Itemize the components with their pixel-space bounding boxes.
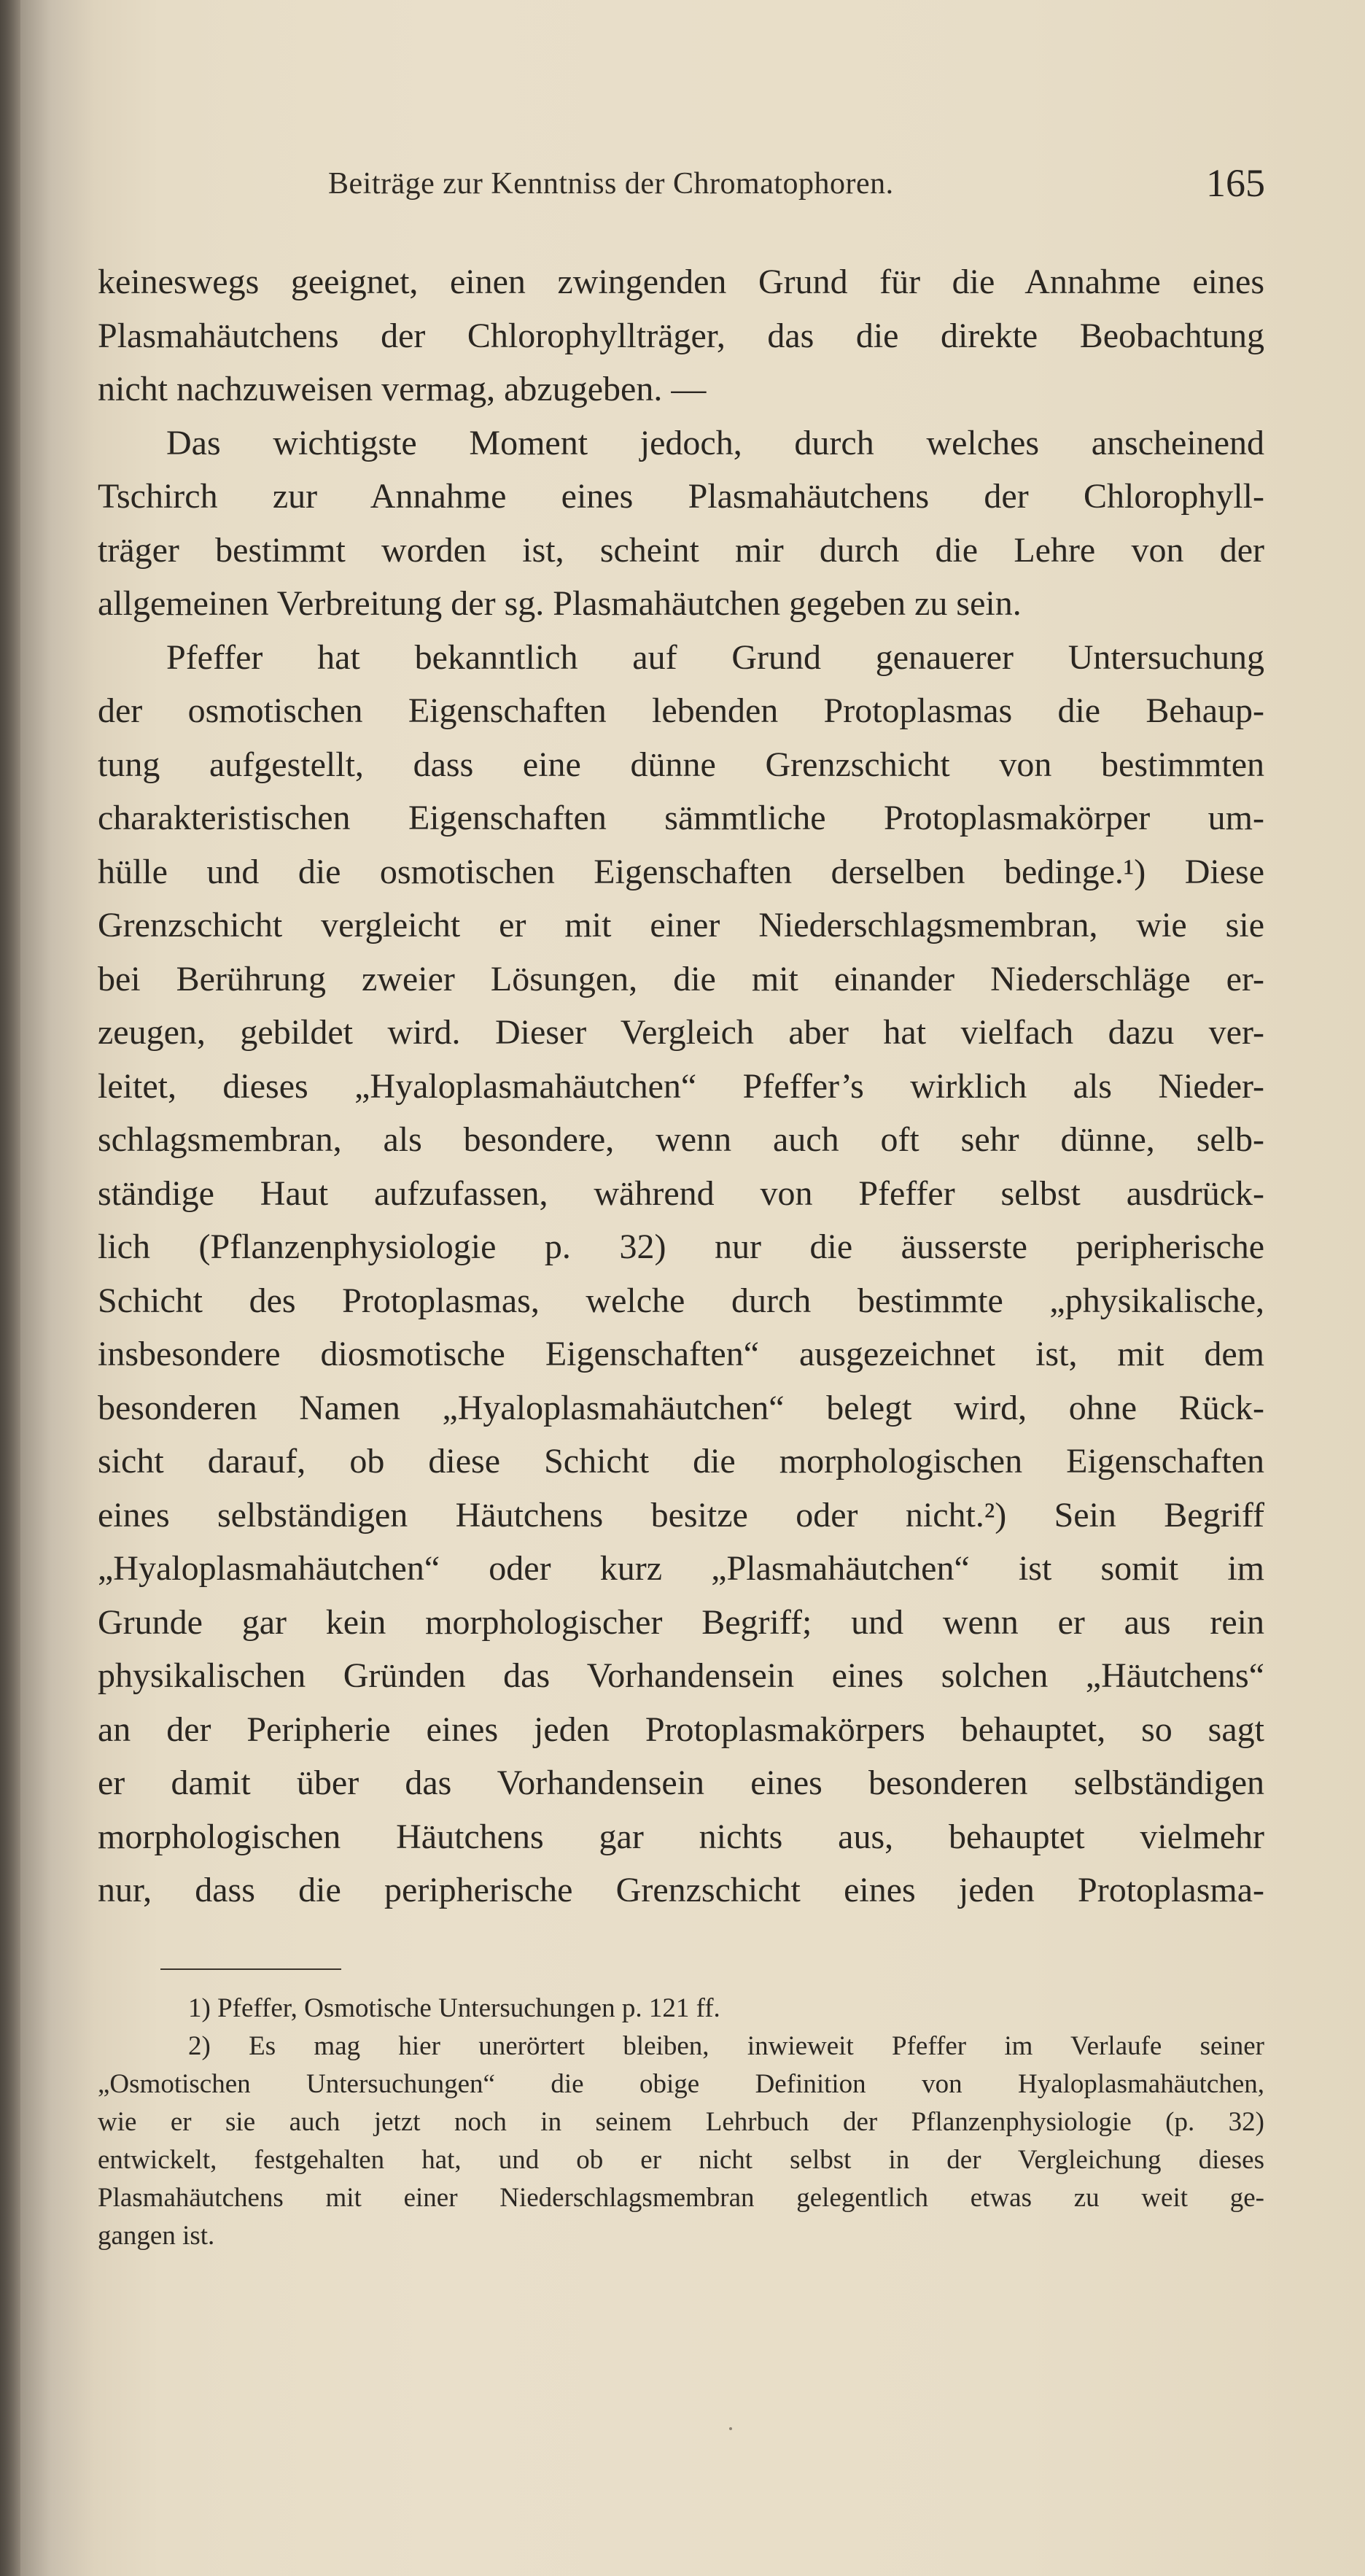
text-line: eines selbständigen Häutchens besitze oder nicht.²) Sein Begriff (98, 1495, 1264, 1535)
text-line: er damit über das Vorhandensein eines besonderen selbständigen (98, 1764, 1264, 1802)
text-line: besonderen Namen „Hyaloplasmahäutchen“ belegt wird, ohne Rück- (98, 1388, 1264, 1427)
text-line: tung aufgestellt, dass eine dünne Grenzschicht von bestimmten (98, 745, 1264, 784)
footnotes (98, 1990, 1264, 2255)
footnote-line: 1) Pfeffer, Osmotische Untersuchungen p. 121 ff. (188, 1993, 720, 2023)
footnote-line: wie er sie auch jetzt noch in seinem Lehrbuch der Pflanzenphysiologie (p. 32) (98, 2107, 1264, 2137)
text-line: sicht darauf, ob diese Schicht die morphologischen Eigenschaften (98, 1442, 1264, 1481)
text-line: physikalischen Gründen das Vorhandensein eines solchen „Häutchens“ (98, 1656, 1264, 1695)
footnote-line: entwickelt, festgehalten hat, und ob er nicht selbst in der Vergleichung dieses (98, 2145, 1264, 2175)
text-line: Tschirch zur Annahme eines Plasmahäutchens der Chlorophyll- (98, 477, 1264, 516)
text-line: nicht nachzuweisen vermag, abzugeben. — (98, 370, 707, 408)
paper-speck (729, 2427, 732, 2430)
text-line: keineswegs geeignet, einen zwingenden Grund für die Annahme eines (98, 263, 1264, 301)
text-line: leitet, dieses „Hyaloplasmahäutchen“ Pfeffer’s wirklich als Nieder- (98, 1066, 1264, 1106)
running-head (328, 161, 1265, 217)
text-line: Plasmahäutchens der Chlorophyllträger, das die direkte Beobachtung (98, 316, 1264, 355)
text-line: insbesondere diosmotische Eigenschaften“ ausgezeichnet ist, mit dem (98, 1335, 1264, 1373)
book-spine-shadow (0, 0, 20, 2576)
footnote-line: Plasmahäutchens mit einer Niederschlagsmembran gelegentlich etwas zu weit ge- (98, 2183, 1264, 2213)
text-line: charakteristischen Eigenschaften sämmtliche Protoplasmakörper um- (98, 799, 1264, 837)
text-line: Das wichtigste Moment jedoch, durch welches anscheinend (166, 423, 1264, 462)
text-line: Grunde gar kein morphologischer Begriff; und wenn er aus rein (98, 1602, 1264, 1642)
running-title: Beiträge zur Kenntniss der Chromatophoren. (328, 167, 894, 201)
text-line: Schicht des Protoplasmas, welche durch bestimmte „physikalische, (98, 1281, 1264, 1320)
text-line: zeugen, gebildet wird. Dieser Vergleich aber hat vielfach dazu ver- (98, 1013, 1264, 1052)
text-line: Pfeffer hat bekanntlich auf Grund genauerer Untersuchung (166, 637, 1264, 677)
page-number: 165 (1206, 161, 1265, 205)
body-text (98, 255, 1264, 1917)
text-line: allgemeinen Verbreitung der sg. Plasmahäutchen gegeben zu sein. (98, 584, 1022, 623)
text-line: schlagsmembran, als besondere, wenn auch oft sehr dünne, selb- (98, 1120, 1264, 1159)
text-line: morphologischen Häutchens gar nichts aus, behauptet vielmehr (98, 1817, 1264, 1856)
text-line: nur, dass die peripherische Grenzschicht eines jeden Protoplasma- (98, 1871, 1264, 1909)
footnote-line: gangen ist. (98, 2221, 215, 2251)
text-line: ständige Haut aufzufassen, während von Pfeffer selbst ausdrück- (98, 1173, 1264, 1213)
text-line: an der Peripherie eines jeden Protoplasmakörpers behauptet, so sagt (98, 1710, 1264, 1749)
text-line: der osmotischen Eigenschaften lebenden Protoplasmas die Behaup- (98, 691, 1264, 730)
footnote-line: 2) Es mag hier unerörtert bleiben, inwieweit Pfeffer im Verlaufe seiner (188, 2031, 1264, 2061)
text-line: „Hyaloplasmahäutchen“ oder kurz „Plasmahäutchen“ ist somit im (98, 1549, 1264, 1588)
text-line: Grenzschicht vergleicht er mit einer Niederschlagsmembran, wie sie (98, 906, 1264, 944)
text-line: träger bestimmt worden ist, scheint mir durch die Lehre von der (98, 530, 1264, 570)
text-line: hülle und die osmotischen Eigenschaften derselben bedinge.¹) Diese (98, 852, 1264, 891)
footnote-divider (160, 1968, 341, 1970)
text-line: lich (Pflanzenphysiologie p. 32) nur die äusserste peripherische (98, 1227, 1264, 1266)
text-line: bei Berührung zweier Lösungen, die mit einander Niederschläge er- (98, 959, 1264, 998)
footnote-line: „Osmotischen Untersuchungen“ die obige Definition von Hyaloplasmahäutchen, (98, 2069, 1264, 2099)
